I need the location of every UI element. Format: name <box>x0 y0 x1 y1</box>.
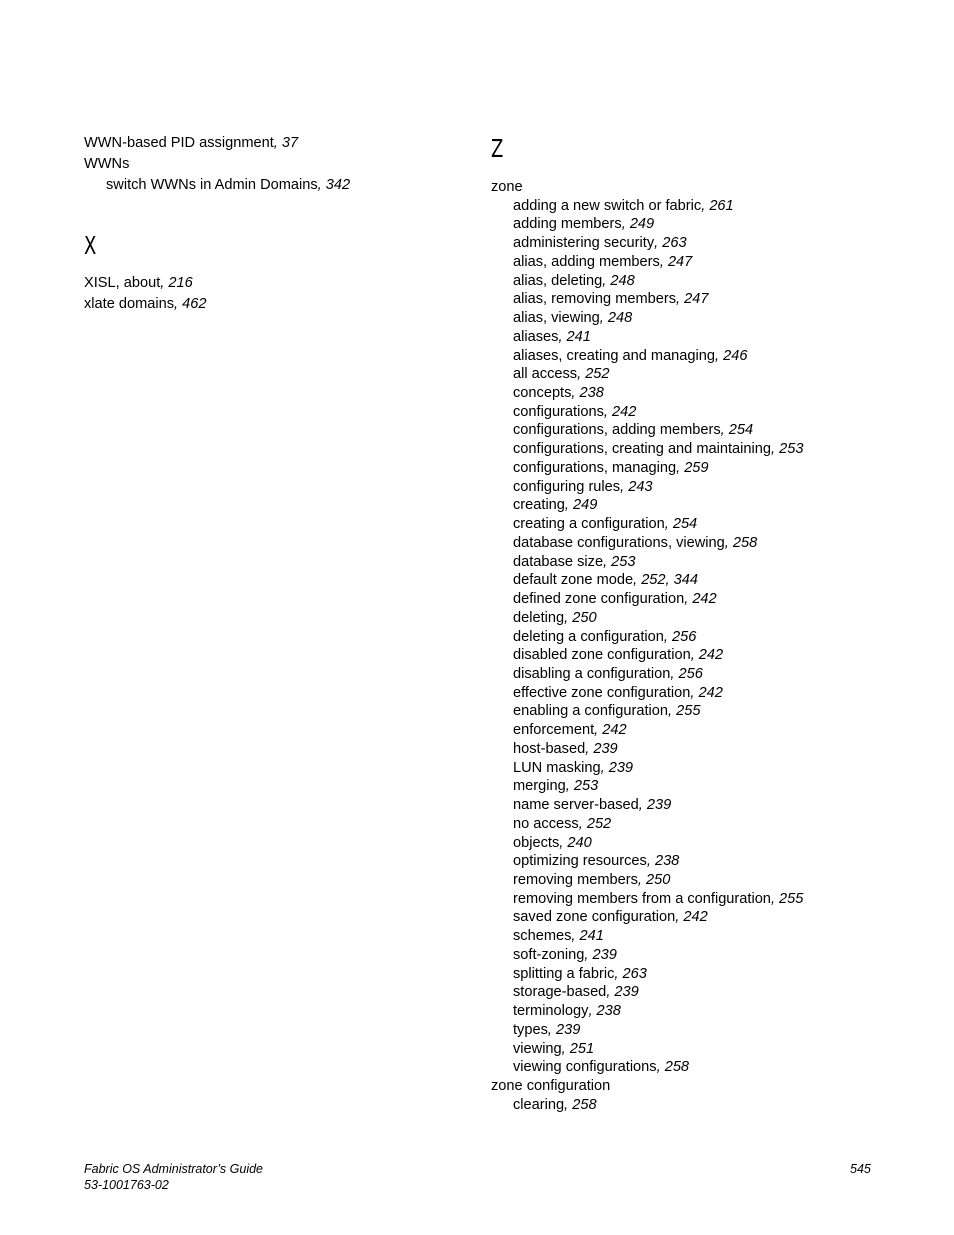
entry-term: configurations, adding members <box>513 422 721 438</box>
footer-doc-number: 53-1001763-02 <box>84 1178 169 1192</box>
entry-page-ref[interactable]: 342 <box>325 177 351 193</box>
entry-term: creating <box>513 497 565 513</box>
entry-term: objects <box>513 835 560 851</box>
index-subentry <box>491 534 757 553</box>
entry-term: types <box>513 1022 548 1038</box>
index-entry <box>84 274 193 293</box>
entry-term: removing members from a configuration <box>513 891 771 907</box>
entry-separator: , <box>273 135 282 151</box>
footer-title: Fabric OS Administrator’s Guide <box>84 1162 263 1176</box>
entry-page-ref[interactable]: 249 <box>573 497 598 513</box>
index-entry <box>84 155 129 174</box>
entry-separator: , <box>670 666 679 682</box>
entry-page-ref[interactable]: 261 <box>709 198 734 214</box>
index-subentry <box>491 421 753 440</box>
entry-term: merging <box>513 778 566 794</box>
entry-page-ref[interactable]: 216 <box>168 275 193 291</box>
entry-page-ref[interactable]: 255 <box>779 891 804 907</box>
entry-separator: , <box>578 816 587 832</box>
index-subentry <box>84 176 350 195</box>
index-subentry <box>491 197 734 216</box>
entry-page-ref[interactable]: 239 <box>646 797 672 813</box>
entry-separator: , <box>724 535 733 551</box>
index-subentry <box>491 609 597 628</box>
entry-term: terminology <box>513 1003 589 1019</box>
entry-separator: , <box>771 441 780 457</box>
index-subentry <box>491 309 632 328</box>
entry-page-ref[interactable]: 238 <box>596 1003 621 1019</box>
entry-separator: , <box>559 835 568 851</box>
entry-term: alias, adding members <box>513 254 660 270</box>
entry-term: defined zone configuration <box>513 591 685 607</box>
entry-term: default zone mode <box>513 572 634 588</box>
index-subentry <box>491 721 627 740</box>
entry-separator: , <box>585 741 594 757</box>
entry-separator: , <box>600 760 609 776</box>
entry-separator: , <box>675 909 684 925</box>
entry-separator: , <box>620 479 629 495</box>
entry-page-ref[interactable]: 239 <box>593 741 618 757</box>
entry-page-ref[interactable]: 253 <box>779 441 804 457</box>
entry-separator: , <box>603 554 612 570</box>
entry-separator: , <box>565 778 574 794</box>
entry-page-ref[interactable]: 252, 344 <box>641 572 698 588</box>
entry-separator: , <box>654 235 663 251</box>
index-subentry <box>491 927 604 946</box>
entry-term: soft-zoning <box>513 947 585 963</box>
index-subentry <box>491 983 639 1002</box>
entry-separator: , <box>667 703 677 719</box>
index-entry <box>491 1077 610 1096</box>
entry-page-ref[interactable]: 241 <box>579 928 604 944</box>
entry-term: host-based <box>513 741 586 757</box>
entry-page-ref[interactable]: 255 <box>676 703 701 719</box>
index-subentry <box>491 1021 580 1040</box>
index-subentry <box>491 702 700 721</box>
entry-term: aliases, creating and managing <box>513 348 716 364</box>
entry-separator: , <box>584 947 593 963</box>
entry-separator: , <box>599 310 608 326</box>
entry-separator: , <box>656 1059 665 1075</box>
entry-term: viewing configurations <box>513 1059 657 1075</box>
index-subentry <box>491 384 604 403</box>
index-subentry <box>491 684 723 703</box>
entry-term: concepts <box>513 385 572 401</box>
entry-separator: , <box>558 329 567 345</box>
index-subentry <box>491 272 635 291</box>
entry-term: database size <box>513 554 604 570</box>
entry-term: XISL, about <box>84 275 161 291</box>
index-subentry <box>491 290 709 309</box>
entry-term: configurations, creating and maintaining <box>513 441 771 457</box>
entry-page-ref[interactable]: 258 <box>664 1059 690 1075</box>
entry-term: alias, viewing <box>513 310 600 326</box>
entry-term: name server-based <box>513 797 639 813</box>
entry-term: storage-based <box>513 984 607 1000</box>
entry-page-ref[interactable]: 242 <box>611 404 637 420</box>
entry-page-ref[interactable]: 248 <box>610 273 635 289</box>
entry-separator: , <box>701 198 710 214</box>
index-subentry <box>491 253 692 272</box>
index-entry <box>84 295 207 314</box>
index-subentry <box>491 365 610 384</box>
entry-page-ref[interactable]: 239 <box>556 1022 581 1038</box>
entry-page-ref[interactable]: 37 <box>281 135 299 151</box>
entry-page-ref[interactable]: 243 <box>628 479 653 495</box>
section-letter: X <box>84 231 97 260</box>
index-subentry <box>491 215 654 234</box>
entry-term: enforcement <box>513 722 595 738</box>
entry-separator: , <box>594 722 603 738</box>
entry-separator: , <box>646 853 655 869</box>
entry-separator: , <box>571 385 580 401</box>
entry-separator: , <box>564 497 574 513</box>
entry-page-ref[interactable]: 242 <box>692 591 717 607</box>
entry-separator: , <box>684 591 693 607</box>
entry-separator: , <box>606 984 615 1000</box>
entry-term: schemes <box>513 928 572 944</box>
entry-term: switch WWNs in Admin Domains <box>106 177 318 193</box>
entry-page-ref[interactable]: 250 <box>646 872 671 888</box>
entry-page-ref[interactable]: 252 <box>585 366 610 382</box>
entry-page-ref[interactable]: 242 <box>698 647 724 663</box>
entry-separator: , <box>603 404 612 420</box>
entry-page-ref[interactable]: 241 <box>566 329 591 345</box>
entry-term: optimizing resources <box>513 853 647 869</box>
entry-term: disabling a configuration <box>513 666 671 682</box>
entry-term: configurations, managing <box>513 460 677 476</box>
entry-page-ref[interactable]: 263 <box>662 235 687 251</box>
entry-term: saved zone configuration <box>513 909 676 925</box>
entry-page-ref[interactable]: 247 <box>684 291 709 307</box>
entry-term: administering security <box>513 235 655 251</box>
entry-separator: , <box>614 966 623 982</box>
entry-separator: , <box>160 275 169 291</box>
entry-page-ref[interactable]: 258 <box>732 535 758 551</box>
index-subentry <box>491 553 636 572</box>
entry-term: viewing <box>513 1041 562 1057</box>
index-subentry <box>491 890 803 909</box>
entry-page-ref[interactable]: 462 <box>182 296 207 312</box>
index-subentry <box>491 234 687 253</box>
entry-page-ref[interactable]: 240 <box>567 835 592 851</box>
entry-page-ref[interactable]: 254 <box>728 422 754 438</box>
section-letter: Z <box>491 134 504 163</box>
index-subentry <box>491 1058 689 1077</box>
entry-term: alias, removing members <box>513 291 677 307</box>
index-subentry <box>491 403 636 422</box>
index-subentry <box>491 1002 621 1021</box>
entry-separator: , <box>690 647 699 663</box>
entry-page-ref[interactable]: 239 <box>608 760 634 776</box>
index-subentry <box>491 965 647 984</box>
footer-page-number: 545 <box>850 1162 871 1176</box>
entry-separator: , <box>676 291 685 307</box>
index-subentry <box>491 759 633 778</box>
entry-page-ref[interactable]: 254 <box>672 516 698 532</box>
entry-separator: , <box>602 273 611 289</box>
entry-term: deleting <box>513 610 565 626</box>
entry-separator: , <box>637 872 647 888</box>
entry-term: splitting a fabric <box>513 966 615 982</box>
index-subentry <box>491 946 617 965</box>
index-subentry <box>491 590 717 609</box>
entry-separator: , <box>664 516 673 532</box>
entry-separator: , <box>633 572 642 588</box>
entry-page-ref[interactable]: 238 <box>654 853 680 869</box>
entry-separator: , <box>564 610 573 626</box>
entry-term: effective zone configuration <box>513 685 691 701</box>
index-subentry <box>491 796 671 815</box>
index-subentry <box>491 496 597 515</box>
entry-term: adding members <box>513 216 622 232</box>
index-subentry <box>491 908 708 927</box>
entry-page-ref[interactable]: 242 <box>698 685 723 701</box>
index-subentry <box>491 834 592 853</box>
entry-term: zone configuration <box>491 1078 611 1094</box>
index-subentry <box>491 815 611 834</box>
entry-page-ref[interactable]: 249 <box>629 216 655 232</box>
index-subentry <box>491 740 618 759</box>
index-subentry <box>491 515 697 534</box>
entry-page-ref[interactable]: 250 <box>572 610 597 626</box>
entry-term: WWNs <box>84 156 130 172</box>
entry-page-ref[interactable]: 253 <box>573 778 599 794</box>
index-entry <box>84 134 298 153</box>
entry-separator: , <box>663 629 673 645</box>
entry-separator: , <box>715 348 724 364</box>
entry-page-ref[interactable]: 239 <box>614 984 639 1000</box>
entry-page-ref[interactable]: 247 <box>667 254 693 270</box>
entry-page-ref[interactable]: 263 <box>622 966 647 982</box>
entry-page-ref[interactable]: 242 <box>683 909 708 925</box>
index-subentry <box>491 571 698 590</box>
index-subentry <box>491 1040 594 1059</box>
entry-separator: , <box>588 1003 597 1019</box>
entry-term: configuring rules <box>513 479 621 495</box>
entry-term: creating a configuration <box>513 516 665 532</box>
index-subentry <box>491 852 679 871</box>
entry-term: no access <box>513 816 579 832</box>
entry-page-ref[interactable]: 256 <box>678 666 703 682</box>
entry-term: deleting a configuration <box>513 629 664 645</box>
entry-term: all access <box>513 366 578 382</box>
entry-separator: , <box>174 296 183 312</box>
entry-separator: , <box>720 422 729 438</box>
index-subentry <box>491 646 723 665</box>
entry-page-ref[interactable]: 259 <box>684 460 709 476</box>
entry-term: aliases <box>513 329 559 345</box>
entry-separator: , <box>676 460 685 476</box>
entry-term: configurations <box>513 404 604 420</box>
entry-term: adding a new switch or fabric <box>513 198 702 214</box>
entry-separator: , <box>690 685 699 701</box>
index-subentry <box>491 1096 597 1115</box>
index-subentry <box>491 665 703 684</box>
entry-separator: , <box>621 216 630 232</box>
entry-page-ref[interactable]: 248 <box>607 310 633 326</box>
entry-separator: , <box>659 254 668 270</box>
entry-page-ref[interactable]: 256 <box>672 629 697 645</box>
entry-separator: , <box>571 928 580 944</box>
entry-separator: , <box>317 177 326 193</box>
entry-separator: , <box>770 891 780 907</box>
entry-separator: , <box>547 1022 556 1038</box>
entry-page-ref[interactable]: 242 <box>602 722 627 738</box>
entry-page-ref[interactable]: 251 <box>569 1041 595 1057</box>
entry-separator: , <box>638 797 647 813</box>
index-subentry <box>491 328 591 347</box>
entry-term: alias, deleting <box>513 273 603 289</box>
entry-term: LUN masking <box>513 760 601 776</box>
index-subentry <box>491 777 598 796</box>
entry-term: clearing <box>513 1097 565 1113</box>
entry-term: enabling a configuration <box>513 703 668 719</box>
index-subentry <box>491 440 803 459</box>
entry-page-ref[interactable]: 253 <box>611 554 636 570</box>
entry-separator: , <box>564 1097 573 1113</box>
index-subentry <box>491 478 653 497</box>
entry-separator: , <box>577 366 586 382</box>
entry-separator: , <box>561 1041 570 1057</box>
entry-term: database configurations, viewing <box>513 535 725 551</box>
index-entry <box>491 178 523 197</box>
index-subentry <box>491 459 709 478</box>
entry-term: WWN-based PID assignment <box>84 135 274 151</box>
index-subentry <box>491 347 747 366</box>
index-subentry <box>491 628 696 647</box>
entry-page-ref[interactable]: 258 <box>572 1097 597 1113</box>
entry-page-ref[interactable]: 252 <box>586 816 612 832</box>
entry-page-ref[interactable]: 246 <box>723 348 748 364</box>
entry-term: zone <box>491 179 523 195</box>
entry-term: disabled zone configuration <box>513 647 691 663</box>
index-subentry <box>491 871 670 890</box>
entry-term: removing members <box>513 872 638 888</box>
entry-term: xlate domains <box>84 296 175 312</box>
entry-page-ref[interactable]: 238 <box>579 385 604 401</box>
entry-page-ref[interactable]: 239 <box>592 947 617 963</box>
